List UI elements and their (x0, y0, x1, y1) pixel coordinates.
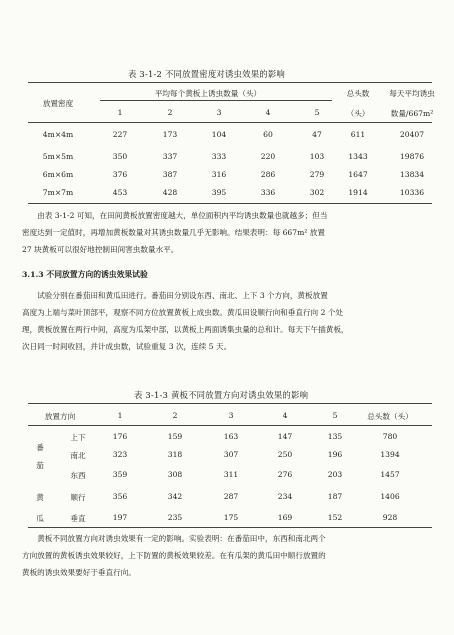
table1-cell: 286 (260, 170, 276, 179)
table2-cell-total: 780 (382, 432, 398, 441)
paragraph-line: 试验分别在番茄田和黄瓜田进行。番茄田分别设东西、南北、上下 3 个方向，黄板放置 (37, 291, 328, 300)
table1-subheader-1: 1 (117, 108, 123, 117)
table1-header-group: 平均每个黄板上诱虫数量（头） (154, 89, 262, 98)
table1-cell: 60 (263, 130, 273, 139)
table2-cell: 159 (167, 432, 183, 441)
table1-cell: 104 (211, 130, 227, 139)
paragraph-line: 理，黄板放置在两行中间，高度为瓜架中部，以黄板上两面诱集虫量的总和计。每天下午插黄板， (22, 325, 349, 334)
table2-cell-total: 928 (382, 513, 398, 522)
table2-cell-total: 1394 (380, 450, 400, 459)
table1-caption: 表 3-1-2 不同放置密度对诱虫效果的影响 (128, 69, 285, 79)
table1-cell: 428 (162, 188, 178, 197)
paragraph-line: 黄板不同放置方向对诱虫效果有一定的影响。实验表明：在番茄田中，东西和南北两个 (37, 534, 326, 543)
table2-caption: 表 3-1-3 黄板不同放置方向对诱虫效果的影响 (134, 390, 309, 400)
table1-cell: 336 (260, 188, 276, 197)
table2-cell: 135 (327, 432, 343, 441)
table1-cell: 387 (162, 170, 178, 179)
paragraph-line: 黄板的诱虫效果要好于垂直行向。 (22, 568, 136, 577)
table1-header-rule (28, 122, 432, 123)
table1-cell-avg: 19876 (399, 152, 425, 161)
table1-cell-total: 1647 (348, 170, 368, 179)
table2-cell: 235 (167, 513, 183, 522)
paragraph-line: 方向放置的黄板诱虫效果较好，上下防置的黄板效果较差。在有瓜架的黄瓜田中顺行放置的 (22, 551, 326, 560)
table2-cell-total: 1406 (380, 492, 400, 501)
paragraph-line: 由表 3-1-2 可知，在田间黄板放置密度越大，单位面积内平均诱虫数量也就越多；但当 (37, 211, 328, 220)
table1-cell: 47 (312, 130, 322, 139)
table1-top-rule (28, 82, 432, 83)
table2-row-label: 南北 (70, 451, 86, 460)
table1-subheader-3: 3 (216, 108, 222, 117)
paragraph-table1-analysis (22, 207, 434, 258)
table2-cell: 276 (277, 470, 293, 479)
table1-cell: 395 (211, 188, 227, 197)
table2-cell: 311 (223, 470, 239, 479)
table1-cell: 103 (309, 152, 325, 161)
table2-cell: 203 (327, 470, 343, 479)
table2-cell: 152 (327, 513, 343, 522)
paragraph-table2-analysis (22, 530, 434, 581)
table2-subheader-5: 5 (332, 411, 338, 420)
section-heading: 3.1.3 不同放置方向的诱虫效果试验 (22, 270, 148, 279)
table1-cell: 337 (162, 152, 178, 161)
table2-cell: 163 (223, 432, 239, 441)
table2-cell: 196 (327, 450, 343, 459)
table1-cell: 376 (112, 170, 128, 179)
table2-cell: 342 (167, 492, 183, 501)
table1-cell-total: 1914 (348, 188, 368, 197)
table2-header-rule (28, 425, 432, 426)
table1-header-total-unit: （头） (346, 109, 370, 118)
table2-subheader-2: 2 (172, 411, 178, 420)
table1-header-avg-unit: 数量/667m² (390, 109, 434, 118)
table1-subheader-2: 2 (167, 108, 173, 117)
paragraph-line: 密度达到一定值时，再增加黄板数量对其诱虫数量几乎无影响。结果表明：每 667m² 放置 (22, 228, 325, 237)
paragraph-line: 高度为上端与菜叶顶部平，观察不同方位放置黄板上成虫数。黄瓜田设顺行向和垂直行向 2 个处 (22, 308, 343, 317)
table2-row-label: 东西 (70, 471, 86, 480)
table2-cell: 175 (223, 513, 239, 522)
table2-header-total: 总头数（头） (367, 412, 413, 421)
table2-cell: 197 (112, 513, 128, 522)
table1-cell: 220 (260, 152, 276, 161)
table1-subheader-5: 5 (314, 108, 320, 117)
table2-group-tomato-char: 茄 (36, 461, 44, 470)
table1-header-total: 总头数 (346, 89, 370, 98)
paragraph-line: 27 块黄板可以很好地控制田间害虫数量水平。 (22, 245, 179, 254)
table1-row-label: 7m×7m (42, 188, 74, 197)
table2-cell: 169 (277, 513, 293, 522)
table2-cell: 318 (167, 450, 183, 459)
table2-row-label: 上下 (70, 433, 86, 442)
table1-cell-avg: 10336 (399, 188, 425, 197)
table2-cell: 356 (112, 492, 128, 501)
paragraph-line: 次日同一时间收回，并计成虫数，试验重复 3 次，连续 5 天。 (22, 342, 232, 351)
table2-subheader-1: 1 (117, 411, 123, 420)
table2-row-label: 垂直 (70, 514, 86, 523)
table2-cell: 307 (223, 450, 239, 459)
table1-row-label: 6m×6m (42, 170, 74, 179)
table2-cell: 323 (112, 450, 128, 459)
table2-bottom-rule (28, 527, 432, 528)
table1-row-label: 5m×5m (42, 152, 74, 161)
table2-cell: 308 (167, 470, 183, 479)
table2-row-label: 顺行 (70, 493, 86, 502)
paragraph-experiment-method (22, 287, 434, 355)
table1-cell: 173 (162, 130, 178, 139)
table1-cell-avg: 20407 (399, 130, 425, 139)
table2-cell: 250 (277, 450, 293, 459)
table2-cell: 147 (277, 432, 293, 441)
table1-cell: 350 (112, 152, 128, 161)
table2-header-direction: 放置方向 (44, 412, 76, 421)
table1-cell: 333 (211, 152, 227, 161)
table1-row-label: 4m×4m (42, 130, 74, 139)
table1-cell-total: 611 (350, 130, 366, 139)
table2-group-tomato-char: 番 (36, 443, 44, 452)
table2-subheader-3: 3 (228, 411, 234, 420)
table2-cell: 359 (112, 470, 128, 479)
table1-cell: 453 (112, 188, 128, 197)
table2-group-cucumber-char: 瓜 (36, 514, 44, 523)
table2-cell: 176 (112, 432, 128, 441)
table2-cell: 287 (223, 492, 239, 501)
table2-cell: 234 (277, 492, 293, 501)
table2-top-rule (28, 403, 432, 404)
table1-cell: 279 (309, 170, 325, 179)
table1-bottom-rule (28, 203, 432, 204)
table2-cell: 187 (327, 492, 343, 501)
table1-group-rule (100, 100, 332, 101)
table1-header-density: 放置密度 (42, 99, 74, 108)
table1-header-avg: 每天平均诱虫 (389, 89, 435, 98)
table1-cell: 302 (309, 188, 325, 197)
table2-cell-total: 1457 (380, 470, 400, 479)
table1-cell: 227 (112, 130, 128, 139)
table1-cell-avg: 13834 (399, 170, 425, 179)
table1-cell: 316 (211, 170, 227, 179)
table1-cell-total: 1343 (348, 152, 368, 161)
table2-group-cucumber-char: 黄 (36, 493, 44, 502)
table1-subheader-4: 4 (265, 108, 271, 117)
table2-subheader-4: 4 (282, 411, 288, 420)
